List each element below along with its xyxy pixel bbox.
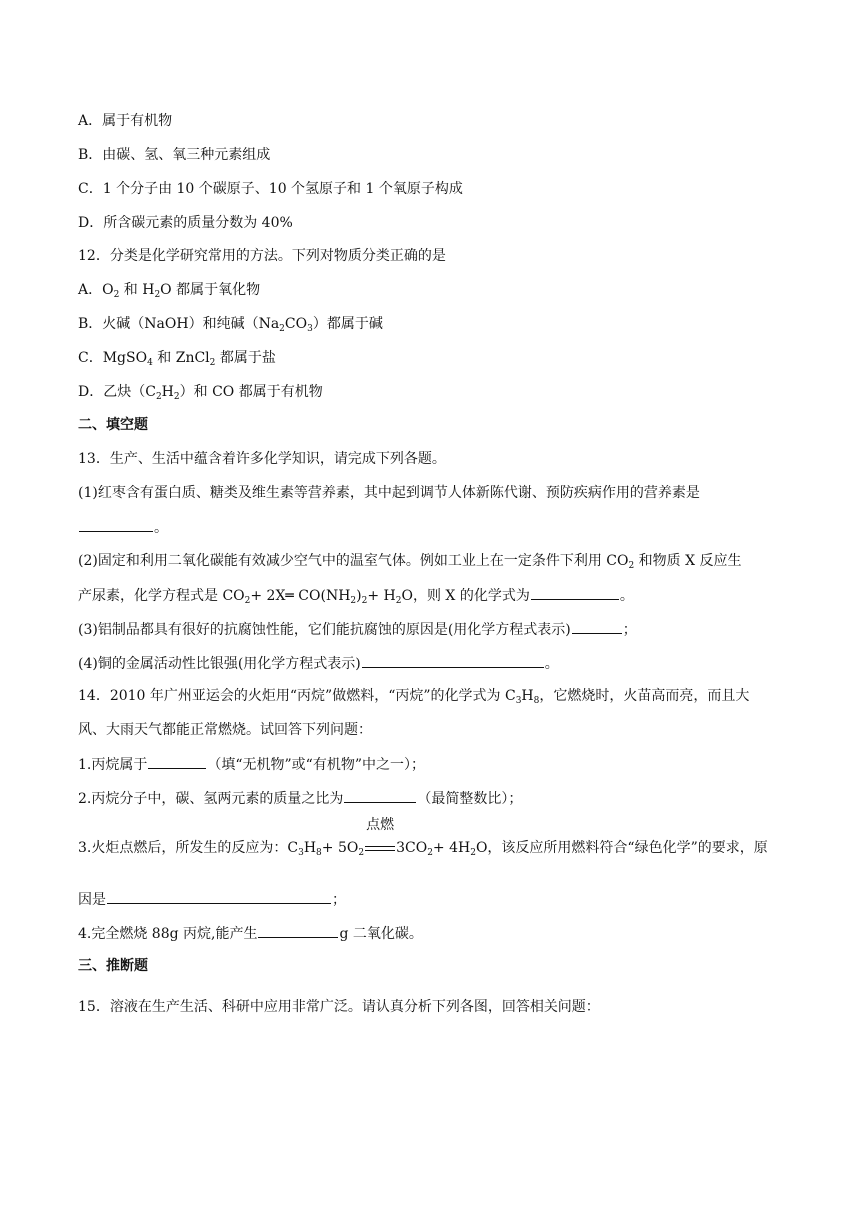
answer-blank[interactable] [344,788,416,803]
q13-part3: (3)铝制品都具有很好的抗腐蚀性能，它们能抗腐蚀的原因是(用化学方程式表示) ； [78,619,637,639]
section-title-fill-in: 二、填空题 [78,417,148,433]
q14-part1: 1.丙烷属于 （填“无机物”或“有机物”中之一）； [78,754,425,774]
answer-blank[interactable] [572,619,622,634]
answer-blank[interactable] [362,653,544,668]
q15-stem: 15．溶液在生产生活、科研中应用非常广泛。请认真分析下列各图，回答相关问题： [78,999,600,1015]
answer-blank[interactable] [258,923,338,938]
answer-blank[interactable] [79,517,153,532]
q13-part4: (4)铜的金属活动性比银强(用化学方程式表示) 。 [78,653,559,673]
q14-stem-line2: 风、大雨天气都能正常燃烧。试回答下列问题： [78,722,372,738]
answer-blank[interactable] [107,889,331,904]
q14-part3-line1: 3.火炬点燃后，所发生的反应为：$C_3H_8+ 5O_2$ 点燃 $3CO_2+ 4H_2O$，该反应所用燃料符合“绿色化学”的要求，原 [78,817,768,858]
q12-option-c: C．MgSO$_4$ 和 ZnCl$_2$ 都属于盐 [78,350,276,368]
reaction-condition-label: 点燃 [366,817,395,833]
q12-option-d: D．乙炔$(C_2H_2)$和 CO 都属于有机物 [78,384,323,402]
q11-option-b: B．由碳、氢、氧三种元素组成 [78,147,271,163]
answer-blank[interactable] [148,754,206,769]
section-title-inference: 三、推断题 [78,958,148,974]
answer-blank[interactable] [531,585,619,600]
q14-part3-line2: 因是 ； [78,889,346,909]
q12-option-b: B．火碱（NaOH）和纯碱$(Na_2CO_3)$都属于碱 [78,316,383,334]
q14-stem-line1: 14．2010 年广州亚运会的火炬用“丙烷”做燃料，“丙烷”的化学式为 $C_3H_8$，它燃烧时，火苗高而亮，而且大 [78,688,750,706]
q13-stem: 13．生产、生活中蕴含着许多化学知识，请完成下列各题。 [78,451,446,467]
q12-option-a: A．$O_2$ 和 $H_2O$ 都属于氧化物 [78,282,261,300]
q12-stem: 12．分类是化学研究常用的方法。下列对物质分类正确的是 [78,248,446,264]
q13-part2-line2: 产尿素，化学方程式是 $CO_2+$ 2X═ $CO(NH_2)_2+ H_2O$，则 X 的化学式为 。 [78,585,634,605]
q14-part4: 4.完全燃烧 88g 丙烷,能产生 g 二氧化碳。 [78,923,423,943]
q11-option-d: D．所含碳元素的质量分数为 40% [78,215,293,231]
reaction-condition-arrow [364,817,396,858]
double-line-equals [365,846,395,851]
q13-part1-line2: 。 [78,517,168,537]
q11-option-a: A．属于有机物 [78,113,173,129]
q13-part1-line1: (1)红枣含有蛋白质、糖类及维生素等营养素，其中起到调节人体新陈代谢、预防疾病作用的营养素是 [78,485,700,501]
q13-part2-line1: (2)固定和利用二氧化碳能有效减少空气中的温室气体。例如工业上在一定条件下利用 $CO_2$ 和物质 X 反应生 [78,553,742,571]
q11-option-c: C．1 个分子由 10 个碳原子、10 个氢原子和 1 个氧原子构成 [78,181,463,197]
q14-part2: 2.丙烷分子中，碳、氢两元素的质量之比为 （最简整数比）； [78,788,522,808]
